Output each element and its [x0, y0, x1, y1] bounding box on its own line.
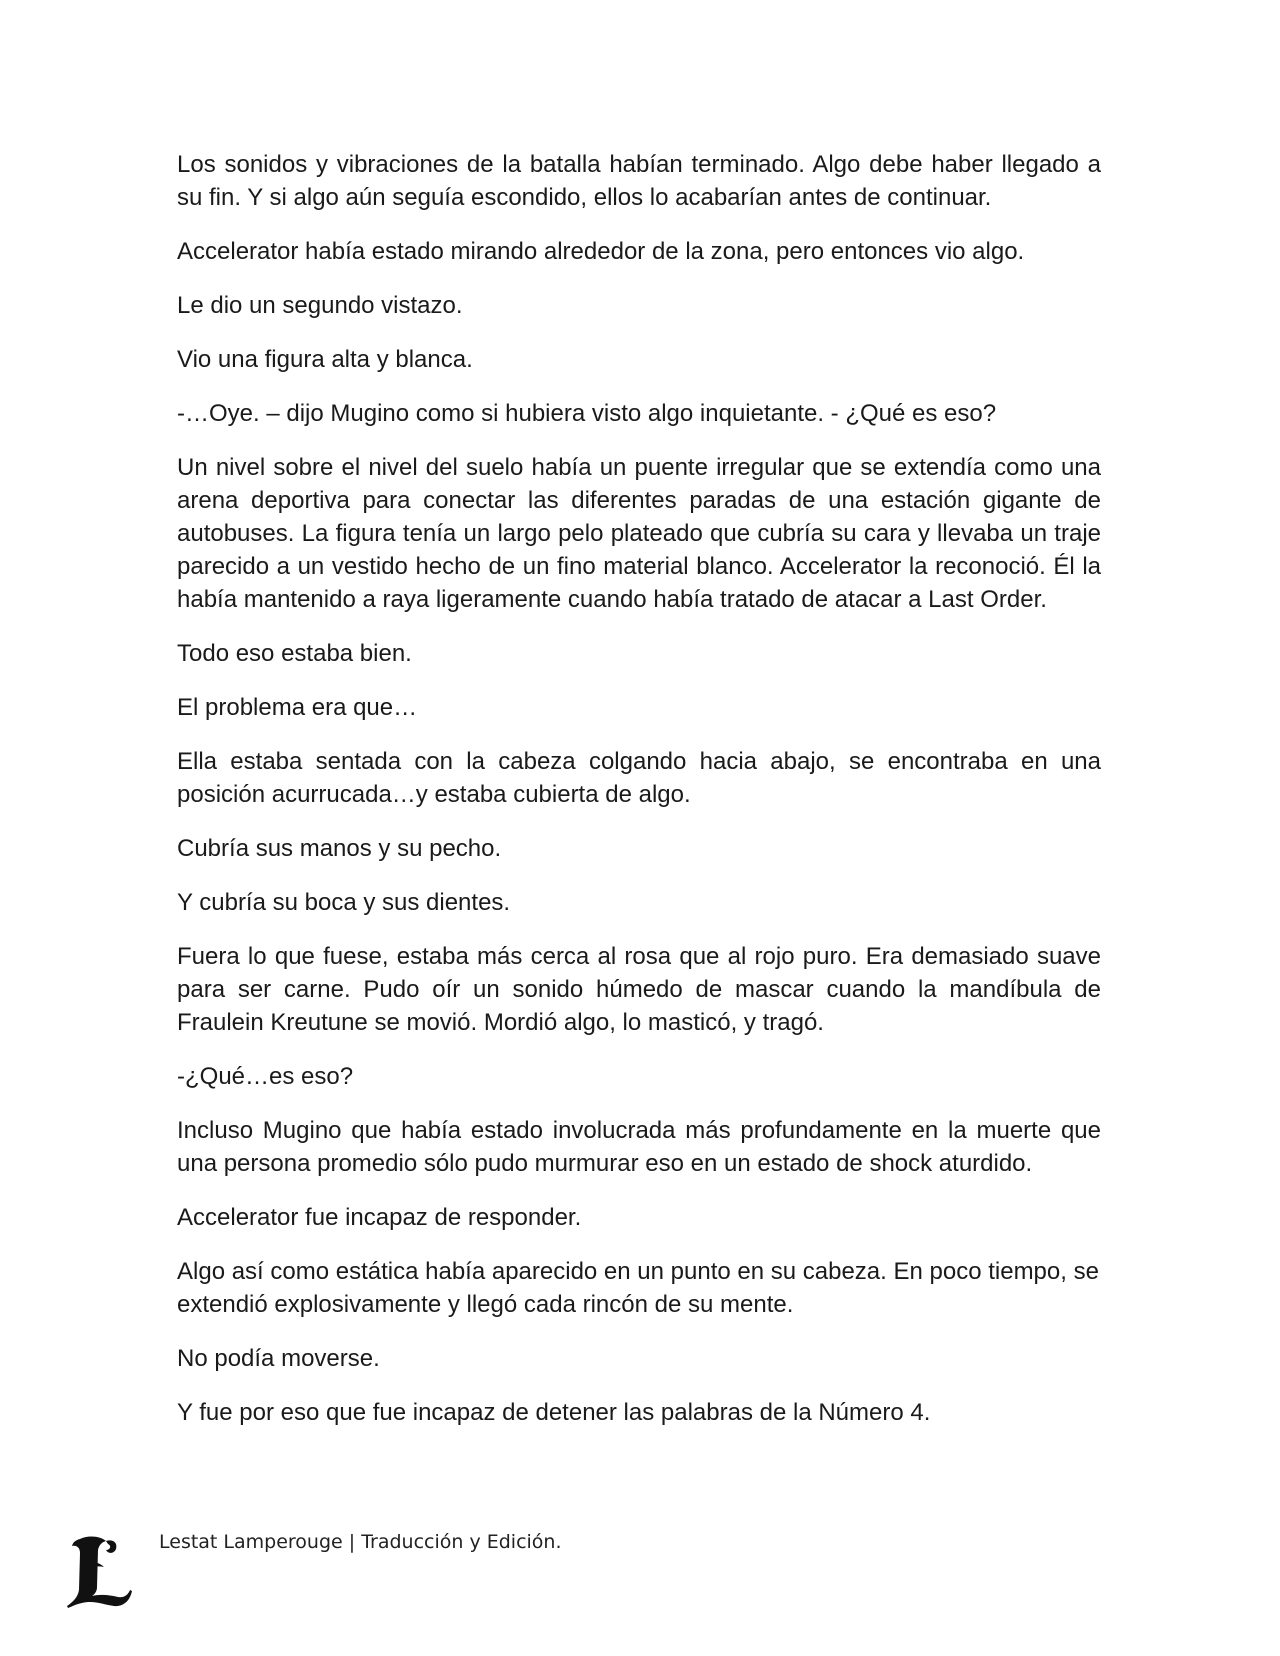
paragraph: No podía moverse. [177, 1345, 380, 1372]
gothic-l-logo-icon [66, 1533, 134, 1609]
paragraph: Le dio un segundo vistazo. [177, 292, 463, 319]
page-footer [64, 1525, 764, 1605]
paragraph: Un nivel sobre el nivel del suelo había un puente irregular que se extendía como una arena deportiva para conectar las diferentes paradas de una estación gigante de autobuses. La figura tenía un largo pelo plateado que cubría su cara y llevaba un traje parecido a un vestido hecho de un fino material blanco. Accelerator la reconoció. Él la había mantenido a raya ligeramente cuando había tratado de atacar a Last Order. [177, 454, 1101, 613]
paragraph: Algo así como estática había aparecido en un punto en su cabeza. En poco tiempo, se extendió explosivamente y llegó cada rincón de su mente. [177, 1258, 1099, 1318]
paragraph: Cubría sus manos y su pecho. [177, 835, 502, 862]
paragraph: Los sonidos y vibraciones de la batalla habían terminado. Algo debe haber llegado a su fin. Y si algo aún seguía escondido, ellos lo acabarían antes de continuar. [177, 151, 1101, 211]
paragraph: Ella estaba sentada con la cabeza colgando hacia abajo, se encontraba en una posición acurrucada…y estaba cubierta de algo. [177, 748, 1101, 808]
paragraph: -…Oye. – dijo Mugino como si hubiera visto algo inquietante. - ¿Qué es eso? [177, 400, 997, 427]
paragraph: Accelerator fue incapaz de responder. [177, 1204, 582, 1231]
paragraph: Incluso Mugino que había estado involucrada más profundamente en la muerte que una persona promedio sólo pudo murmurar eso en un estado de shock aturdido. [177, 1117, 1101, 1177]
paragraph: Vio una figura alta y blanca. [177, 346, 473, 373]
paragraph: Accelerator había estado mirando alrededor de la zona, pero entonces vio algo. [177, 238, 1025, 265]
translator-credit: Lestat Lamperouge | Traducción y Edición. [159, 1531, 562, 1553]
paragraph: -¿Qué…es eso? [177, 1063, 354, 1090]
paragraph: Y fue por eso que fue incapaz de detener las palabras de la Número 4. [177, 1399, 931, 1426]
body-text [177, 148, 1101, 1450]
paragraph: Y cubría su boca y sus dientes. [177, 889, 511, 916]
paragraph: Todo eso estaba bien. [177, 640, 412, 667]
paragraph: Fuera lo que fuese, estaba más cerca al rosa que al rojo puro. Era demasiado suave para ser carne. Pudo oír un sonido húmedo de mascar cuando la mandíbula de Fraulein Kreutune se movió. Mordió algo, lo masticó, y tragó. [177, 943, 1101, 1036]
paragraph: El problema era que… [177, 694, 418, 721]
